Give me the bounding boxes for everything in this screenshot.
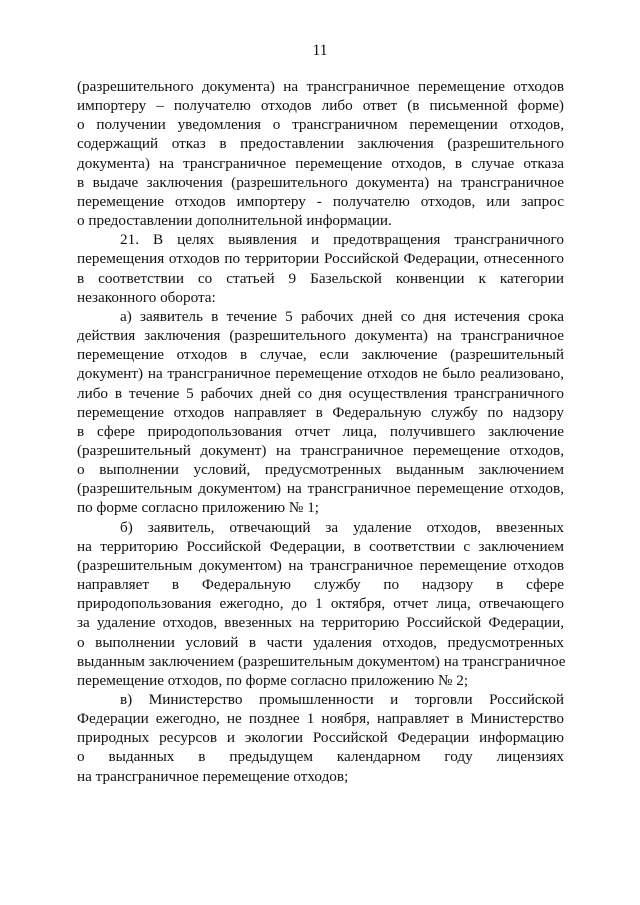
text-line: (разрешительный документ) на трансграничное перемещение отходов, [77, 441, 564, 459]
paragraph-pb [77, 518, 564, 690]
text-line: о выполнении условий, предусмотренных выданным заключением [77, 461, 564, 479]
text-line: документа) на трансграничное перемещение отходов, в случае отказа [77, 154, 564, 172]
text-line: (разрешительного документа) на трансграничное перемещение отходов [77, 78, 564, 95]
text-line: природопользования ежегодно, до 1 октября, отчет лица, отвечающего [77, 595, 564, 613]
paragraph-pa [77, 307, 564, 518]
text-line: содержащий отказ в предоставлении заключения (разрешительного [77, 135, 564, 153]
text-line: природных ресурсов и экологии Российской Федерации информацию [77, 729, 564, 747]
text-line: выданным заключением (разрешительным документом) на трансграничное [77, 652, 566, 670]
text-line: (разрешительным документом) на трансграничное перемещение отходов, [77, 480, 564, 498]
text-line: в сфере природопользования отчет лица, получившего заключение [77, 422, 564, 440]
text-line: направляет в Федеральную службу по надзору в сфере [77, 576, 564, 594]
text-line: перемещение отходов импортеру - получателю отходов, или запрос [77, 192, 564, 210]
text-line: перемещения отходов по территории Российской Федерации, отнесенного [77, 250, 564, 268]
text-line: о выполнении условий в части удаления отходов, предусмотренных [77, 633, 564, 651]
text-line: в соответствии со статьей 9 Базельской конвенции к категории [77, 269, 564, 287]
text-line: о получении уведомления о трансграничном перемещении отходов, [77, 116, 564, 134]
text-line: либо в течение 5 рабочих дней со дня осуществления трансграничного [77, 384, 564, 402]
paragraph-p21 [77, 230, 564, 307]
text-line: в выдаче заключения (разрешительного документа) на трансграничное [77, 173, 564, 191]
text-line: в) Министерство промышленности и торговли Российской [120, 691, 564, 708]
text-line: б) заявитель, отвечающий за удаление отходов, ввезенных [120, 518, 564, 536]
text-line: о выданных в предыдущем календарном году лицензиях [77, 748, 564, 766]
text-line: Федерации ежегодно, не позднее 1 ноября, направляет в Министерство [77, 710, 564, 728]
paragraph-pv [77, 690, 564, 786]
text-line: на территорию Российской Федерации, в соответствии с заключением [77, 537, 564, 555]
text-line: перемещение отходов, по форме согласно приложению № 2; [77, 671, 469, 689]
text-line: перемещение отходов направляет в Федеральную службу по надзору [77, 403, 564, 421]
text-line: а) заявитель в течение 5 рабочих дней со дня истечения срока [120, 307, 564, 325]
text-line: 21. В целях выявления и предотвращения трансграничного [120, 231, 564, 249]
text-line: (разрешительным документом) на трансграничное перемещение отходов [77, 556, 564, 574]
text-line: импортеру – получателю отходов либо ответ (в письменной форме) [77, 97, 564, 115]
document-body [77, 77, 564, 786]
text-line: по форме согласно приложению № 1; [77, 499, 320, 517]
paragraph-cont [77, 77, 564, 230]
page-number: 11 [312, 42, 328, 59]
text-line: перемещение отходов в случае, если заключение (разрешительный [77, 346, 564, 364]
text-line: о предоставлении дополнительной информации. [77, 212, 392, 230]
text-line: за удаление отходов, ввезенных на территорию Российской Федерации, [77, 614, 564, 632]
text-line: действия заключения (разрешительного документа) на трансграничное [77, 327, 564, 345]
text-line: на трансграничное перемещение отходов; [77, 767, 349, 785]
text-line: документ) на трансграничное перемещение отходов не было реализовано, [77, 365, 564, 383]
text-line: незаконного оборота: [77, 288, 216, 306]
